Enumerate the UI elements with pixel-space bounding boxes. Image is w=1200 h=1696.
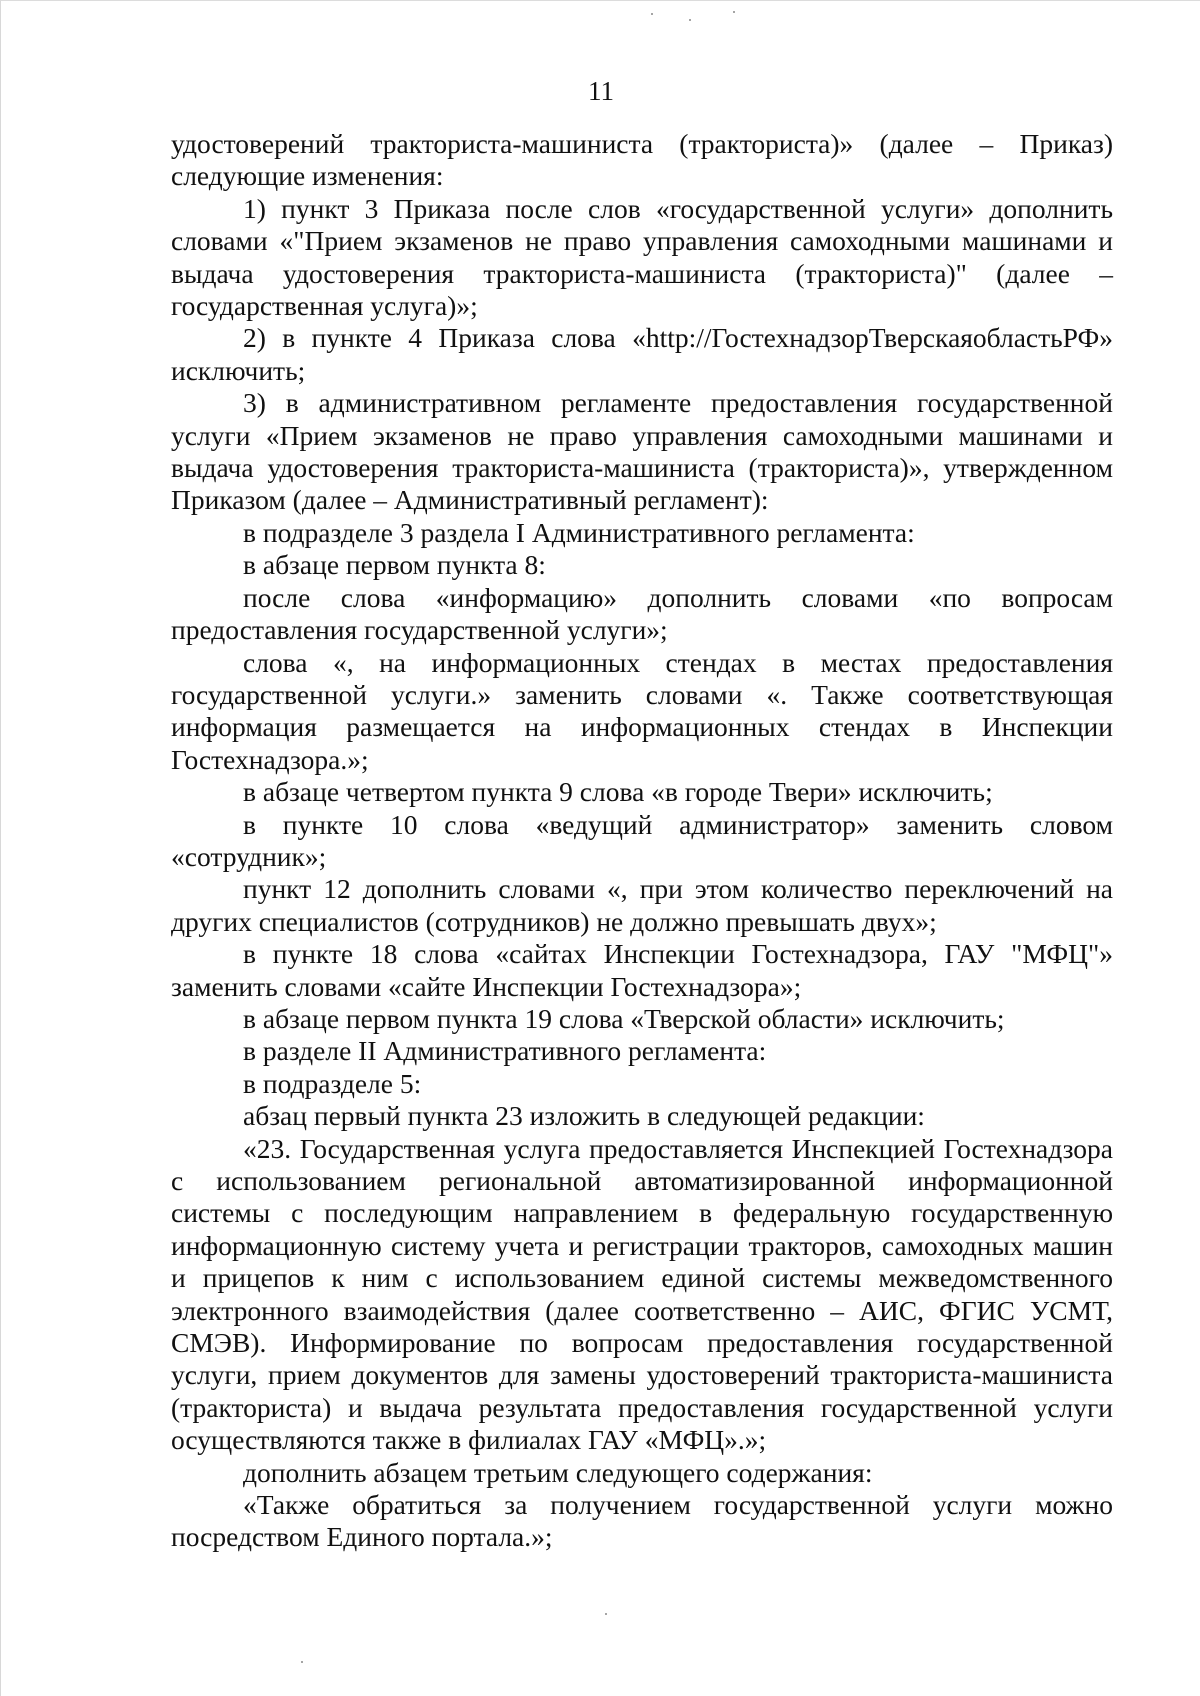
document-body xyxy=(171,128,1113,1554)
scan-speck xyxy=(651,13,653,15)
paragraph: в пункте 10 слова «ведущий администратор» заменить словом «сотрудник»; xyxy=(171,808,1113,872)
paragraph: в абзаце четвертом пункта 9 слова «в городе Твери» исключить; xyxy=(243,776,993,808)
scan-speck xyxy=(301,1661,303,1663)
paragraph: в подразделе 5: xyxy=(243,1067,422,1099)
paragraph: пункт 12 дополнить словами «, при этом количество переключений на других специалистов (сотрудников) не должно превышать двух»; xyxy=(171,873,1113,937)
paragraph: после слова «информацию» дополнить словами «по вопросам предоставления государственной услуги»; xyxy=(171,581,1113,646)
paragraph: в абзаце первом пункта 8: xyxy=(243,549,546,581)
paragraph: 1) пункт 3 Приказа после слов «государственной услуги» дополнить словами «"Прием экзаменов не право управления самоходными машинами и выдача удостоверения тракториста-машиниста (тракториста)" (далее – государственная услуга)»; xyxy=(171,192,1113,322)
scan-speck xyxy=(733,11,735,13)
paragraph: «Также обратиться за получением государственной услуги можно посредством Единого портала.»; xyxy=(171,1489,1113,1553)
page-number: 11 xyxy=(588,76,614,106)
scan-speck xyxy=(689,19,691,21)
paragraph: 3) в административном регламенте предоставления государственной услуги «Прием экзаменов не право управления самоходными машинами и выдача удостоверения тракториста-машиниста (тракториста)», утвержденном Приказом (далее – Административный регламент): xyxy=(171,387,1113,516)
paragraph: в подразделе 3 раздела I Административного регламента: xyxy=(243,516,915,548)
paragraph: абзац первый пункта 23 изложить в следующей редакции: xyxy=(243,1100,925,1132)
paragraph: «23. Государственная услуга предоставляется Инспекцией Гостехнадзора с использованием региональной автоматизированной информационной системы с последующим направлением в федеральную государственную информационную систему учета и регистрации тракторов, самоходных машин и прицепов к ним с использованием единой системы межведомственного электронного взаимодействия (далее соответственно – АИС, ФГИС УСМТ, СМЭВ). Информирование по вопросам предоставления государственной услуги, прием документов для замены удостоверений тракториста-машиниста (тракториста) и выдача результата предоставления государственной услуги осуществляются также в филиалах ГАУ «МФЦ».»; xyxy=(171,1132,1113,1456)
paragraph: слова «, на информационных стендах в местах предоставления государственной услуги.» заменить словами «. Также соответствующая информация размещается на информационных стендах в Инспекции Гостехнадзора.»; xyxy=(171,646,1113,775)
paragraph: в абзаце первом пункта 19 слова «Тверской области» исключить; xyxy=(243,1002,1005,1034)
paragraph: 2) в пункте 4 Приказа слова «http://ГостехнадзорТверскаяобластьРФ» исключить; xyxy=(171,322,1113,386)
paragraph: дополнить абзацем третьим следующего содержания: xyxy=(243,1456,873,1488)
scan-speck xyxy=(605,1613,607,1615)
paragraph: удостоверений тракториста-машиниста (тракториста)» (далее – Приказ) следующие изменения: xyxy=(171,128,1113,192)
paragraph: в разделе II Административного регламента: xyxy=(243,1035,767,1067)
paragraph: в пункте 18 слова «сайтах Инспекции Гостехнадзора, ГАУ "МФЦ"» заменить словами «сайте Инспекции Гостехнадзора»; xyxy=(171,938,1113,1002)
